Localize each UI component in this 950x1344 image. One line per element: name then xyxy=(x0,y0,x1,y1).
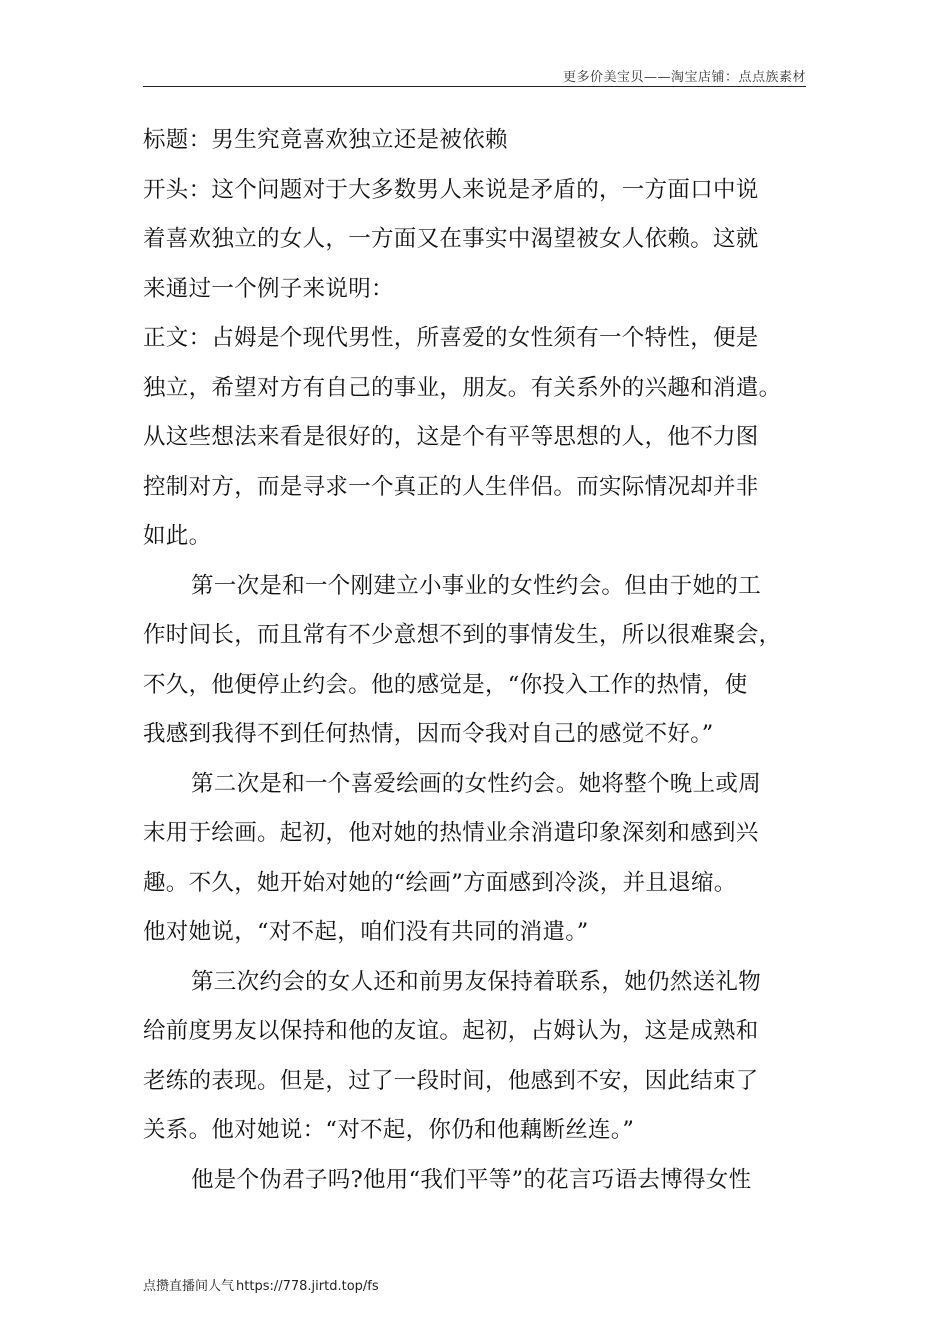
text-line: 不久，他便停止约会。他的感觉是，“你投入工作的热情，使 xyxy=(143,671,748,698)
document-body xyxy=(143,126,808,1215)
text-line: 控制对方，而是寻求一个真正的人生伴侣。而实际情况却并非 xyxy=(143,473,759,500)
text-line: 开头：这个问题对于大多数男人来说是矛盾的，一方面口中说 xyxy=(143,176,759,203)
paragraph-first-line: 他是个伪君子吗?他用“我们平等”的花言巧语去博得女性 xyxy=(191,1166,752,1193)
text-line: 作时间长，而且常有不少意想不到的事情发生，所以很难聚会， xyxy=(143,622,782,648)
page-header xyxy=(143,64,806,87)
text-line: 如此。 xyxy=(143,523,212,549)
text-line: 关系。他对她说：“对不起，你仍和他藕断丝连。” xyxy=(143,1117,635,1143)
text-line: 给前度男友以保持和他的友谊。起初，占姆认为，这是成熟和 xyxy=(143,1018,759,1044)
text-line: 来通过一个例子来说明： xyxy=(143,275,394,302)
text-line: 着喜欢独立的女人，一方面又在事实中渴望被女人依赖。这就 xyxy=(143,226,759,252)
paragraph-first-line: 第一次是和一个刚建立小事业的女性约会。但由于她的工 xyxy=(191,572,762,599)
paragraph-first-line: 第三次约会的女人还和前男友保持着联系，她仍然送礼物 xyxy=(191,968,762,995)
header-text: 更多价美宝贝——淘宝店铺：点点族素材 xyxy=(562,70,806,85)
text-line: 正文：占姆是个现代男性，所喜爱的女性须有一个特性，便是 xyxy=(143,325,759,351)
text-line: 趣。不久，她开始对她的“绘画”方面感到冷淡，并且退缩。 xyxy=(143,869,737,896)
paragraph-first-line: 第二次是和一个喜爱绘画的女性约会。她将整个晚上或周 xyxy=(191,770,762,797)
text-line: 他对她说，“对不起，咱们没有共同的消遣。” xyxy=(143,919,589,945)
text-line: 从这些想法来看是很好的，这是个有平等思想的人，他不力图 xyxy=(143,424,759,450)
text-line: 末用于绘画。起初，他对她的热情业余消遣印象深刻和感到兴 xyxy=(143,820,759,846)
text-line: 老练的表现。但是，过了一段时间，他感到不安，因此结束了 xyxy=(143,1067,759,1094)
footer-link[interactable]: https://778.jirtd.top/fs xyxy=(236,1279,379,1294)
page-footer xyxy=(143,1275,379,1294)
title-line: 标题：男生究竟喜欢独立还是被依赖 xyxy=(143,127,508,153)
text-line: 我感到我得不到任何热情，因而令我对自己的感觉不好。” xyxy=(143,721,714,747)
footer-label: 点攒直播间人气 xyxy=(143,1279,235,1294)
text-line: 独立，希望对方有自己的事业，朋友。有关系外的兴趣和消遣。 xyxy=(143,374,782,401)
